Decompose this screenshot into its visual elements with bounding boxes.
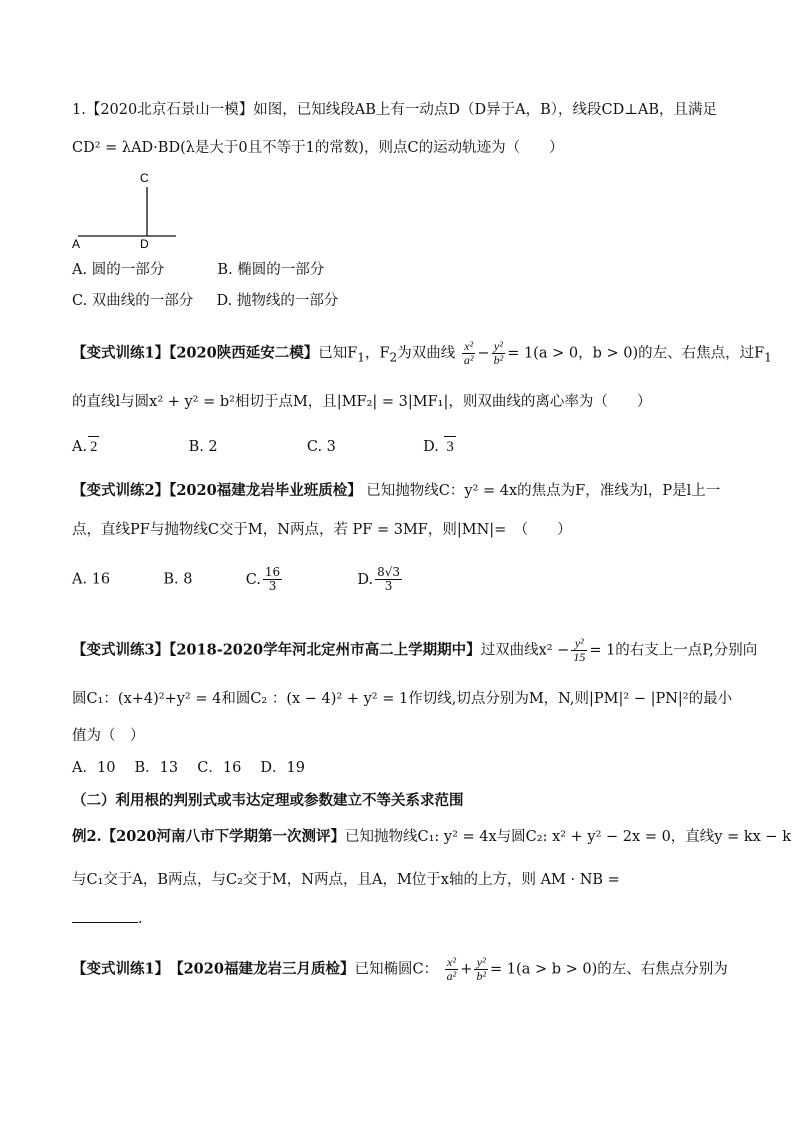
v1-text-a: 已知F <box>318 345 358 362</box>
q1-option-c: C. 双曲线的一部分 <box>72 293 194 309</box>
v4-text-a: 已知椭圆C： <box>354 961 439 978</box>
q1-figure <box>72 168 182 250</box>
v2-options <box>72 566 404 593</box>
v1-options <box>72 436 456 457</box>
v2-option-d-fraction: $\frac{8√3}{3}$ <box>377 565 401 593</box>
v1-text-d: = 1(a > 0，b > 0)的左、右焦点，过F <box>507 345 765 362</box>
label-a: A <box>72 237 81 250</box>
v4-fraction-x: $\frac{\text{x²}}{\text{a²}}$ <box>446 955 457 983</box>
v3-text-b: = 1的右支上一点P,分别向 <box>589 642 758 659</box>
v4-fraction-y: $\frac{\text{y²}}{\text{b²}}$ <box>476 955 487 983</box>
v4-line1: 【变式训练1】 【2020福建龙岩三月质检】已知椭圆C： $\frac{\text{x²}}{\text{a²}}$ + $\frac{\text{y²}}{\text{b²}}$ = 1(a > b > 0)的左、右焦点分别为 <box>72 955 728 983</box>
ex2-line3: . <box>72 908 143 929</box>
v1-option-d: D. 3 <box>423 439 456 455</box>
ex2-line1 <box>72 827 791 847</box>
v3-line1 <box>72 637 757 664</box>
q1-line1: 1.【2020北京石景山一模】如图，已知线段AB上有一动点D（D异于A，B），线段CD⊥AB，且满足 <box>72 102 717 118</box>
v3-text-a: 过双曲线x² − <box>480 642 570 659</box>
v3-source: 【2018-2020学年河北定州市高二上学期期中】 <box>169 641 481 659</box>
v1-text-b: ，F <box>364 345 390 362</box>
v1-fraction-y: $\frac{\text{y²}}{\text{b²}}$ <box>493 339 504 367</box>
ex2-line2: 与C₁交于A，B两点，与C₂交于M，N两点，且A，M位于x轴的上方，则 AM · NB = <box>72 872 620 888</box>
v1-text-c: 为双曲线 <box>397 345 456 362</box>
v3-fraction: $\frac{\text{y²}}{15}$ <box>573 636 586 664</box>
v3-tag: 【变式训练3】 <box>72 641 170 659</box>
v2-option-c: C. $\frac{16}{3}$ <box>245 565 281 593</box>
q1-option-d: D. 抛物线的一部分 <box>216 293 339 309</box>
v3-options: A．10 B．13 C．16 D．19 <box>72 760 305 776</box>
v3-line2: 圆C₁：(x+4)²+y² = 4和圆C₂ ：(x − 4)² + y² = 1作切线,切点分别为M，N,则|PM|² − |PN|²的最小 <box>72 691 733 707</box>
q1-options-row1 <box>72 260 324 280</box>
v4-text-b: = 1(a > b > 0)的左、右焦点分别为 <box>490 961 728 978</box>
v2-option-b: B. 8 <box>163 571 193 588</box>
v2-text-1: 已知抛物线C：y² = 4x的焦点为F，准线为l，P是l上一 <box>361 483 721 499</box>
ex2-tag: 例2. <box>72 828 102 845</box>
v2-line1 <box>72 481 720 501</box>
q1-option-b: B. 椭圆的一部分 <box>217 262 325 278</box>
v1-option-c: C. 3 <box>306 439 336 455</box>
label-c: C <box>140 171 149 185</box>
ex2-source: 【2020河南八市下学期第一次测评】 <box>101 828 345 845</box>
v1-option-a: A. 2 <box>72 439 99 455</box>
v4-source: 【2020福建龙岩三月质检】 <box>176 960 355 978</box>
label-d: D <box>140 237 149 250</box>
v2-source: 【2020福建龙岩毕业班质检】 <box>169 482 362 499</box>
q1-option-a: A. 圆的一部分 <box>72 262 165 278</box>
section-heading: （二）利用根的判别式或韦达定理或参数建立不等关系求范围 <box>72 792 464 809</box>
ex2-text-1: 已知抛物线C₁: y² = 4x与圆C₂: x² + y² − 2x = 0，直线y = kx − k <box>345 829 791 845</box>
v1-option-b: B. 2 <box>188 439 218 455</box>
v2-line2: 点，直线PF与抛物线C交于M，N两点，若 PF = 3MF，则|MN|= （ ） <box>72 522 572 538</box>
v2-tag: 【变式训练2】 <box>72 482 170 499</box>
v1-source: 【2020陕西延安二模】 <box>169 344 319 362</box>
v1-tag: 【变式训练1】 <box>72 344 170 362</box>
answer-blank <box>72 908 138 923</box>
v2-option-d: D. $\frac{8√3}{3}$ <box>357 565 401 593</box>
v1-fraction-x: $\frac{\text{x²}}{\text{a²}}$ <box>463 339 474 367</box>
v4-tag: 【变式训练1】 <box>72 960 162 978</box>
q1-line2: CD² = λAD·BD(λ是大于0且不等于1的常数)，则点C的运动轨迹为（ ） <box>72 140 564 156</box>
v3-line3: 值为（ ） <box>72 728 145 744</box>
v2-option-a: A. 16 <box>72 571 111 588</box>
q1-options-row2 <box>72 291 338 311</box>
v2-option-c-fraction: $\frac{16}{3}$ <box>264 565 281 593</box>
v1-line2: 的直线l与圆x² + y² = b²相切于点M，且|MF₂| = 3|MF₁|，则双曲线的离心率为（ ） <box>72 394 652 410</box>
v1-line1: 【变式训练1】【2020陕西延安二模】已知$F_1$，$F_2$为双曲线 $\frac{\text{x²}}{\text{a²}}$ − $\frac{\text{y²}}{\text{b²}}$ = 1(a > 0，b > 0)的左、右焦点，过$F_1$ <box>72 339 772 367</box>
